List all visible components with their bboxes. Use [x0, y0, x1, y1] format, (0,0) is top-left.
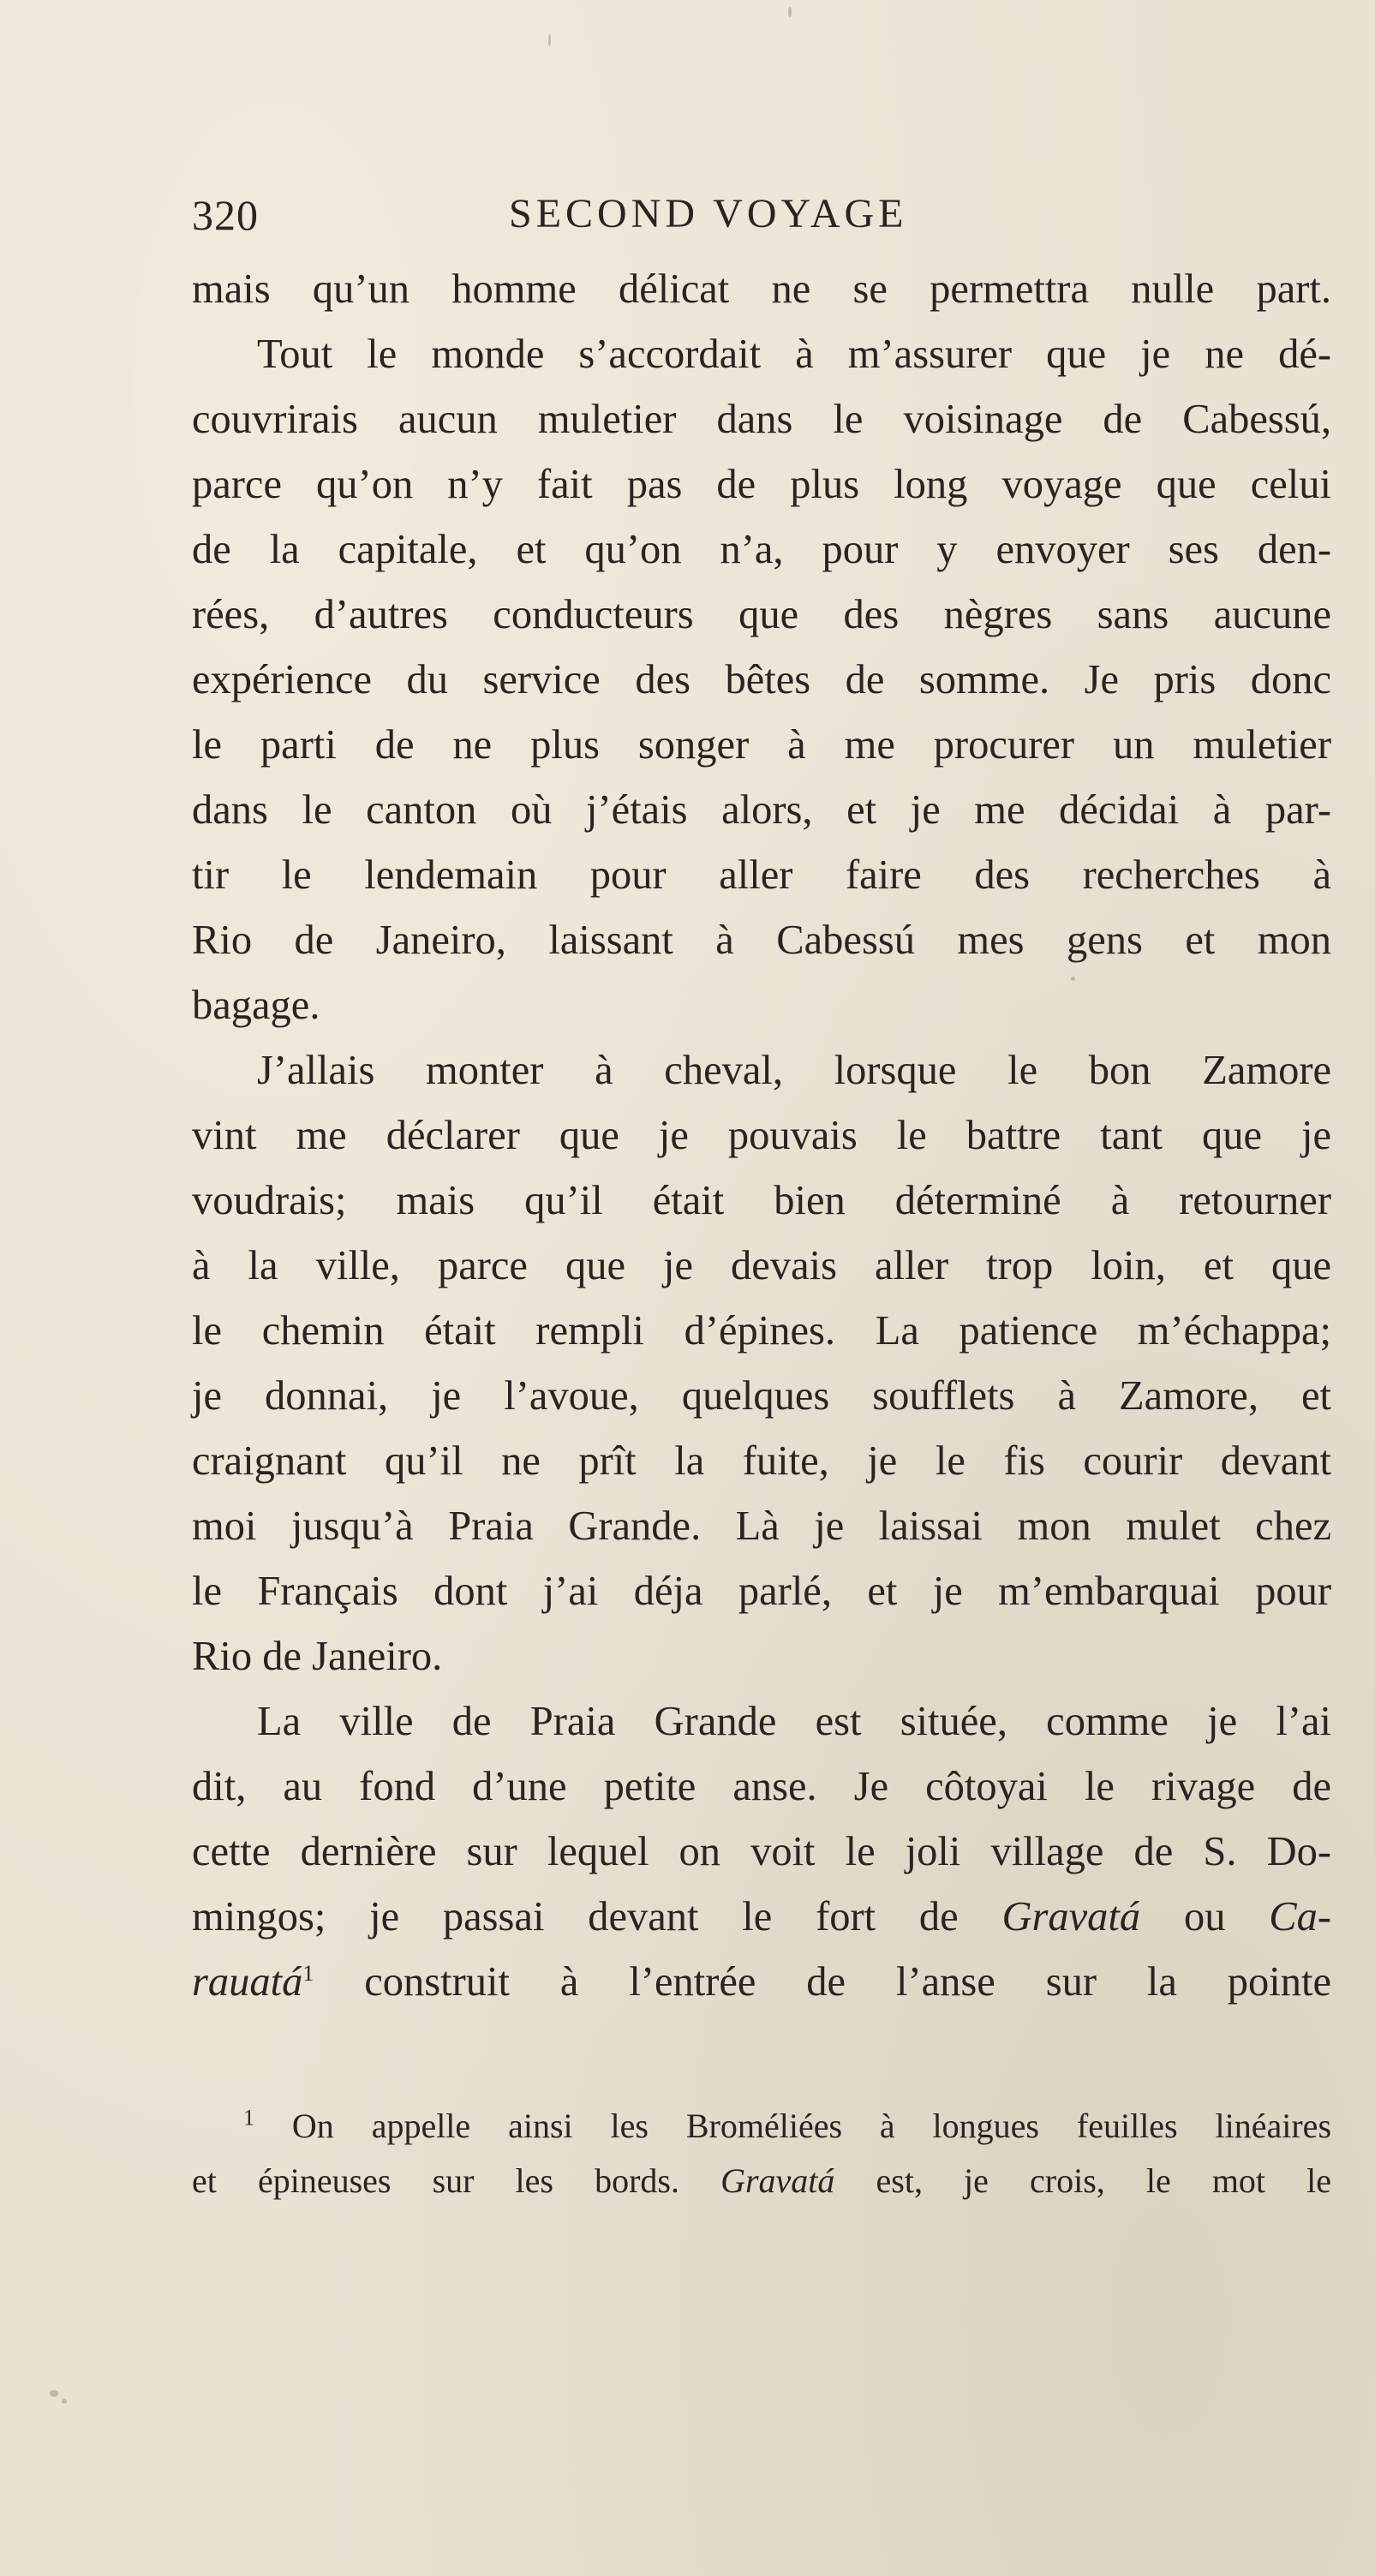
text-segment: mingos; je passai devant le fort de: [192, 1894, 959, 1939]
footnote-line: [192, 2099, 1331, 2154]
text-line: La ville de Praia Grande est située, comme je l’ai: [257, 1699, 1331, 1744]
text-line: parce qu’on n’y fait pas de plus long voyage que celui: [192, 462, 1331, 507]
paper-speck: [548, 34, 551, 46]
page-number: 320: [192, 191, 259, 239]
footnote: [192, 2099, 1331, 2208]
paper-speck: [788, 7, 792, 17]
footnote-text: On appelle ainsi les Broméliées à longues feuilles linéaires: [291, 2107, 1332, 2145]
footnote-ref[interactable]: 1: [302, 1960, 314, 1986]
running-head: SECOND VOYAGE: [509, 191, 908, 236]
text-line-mixed: [192, 1950, 1331, 2015]
paper-speck: [50, 2390, 58, 2397]
text-line: bagage.: [192, 983, 320, 1028]
footnote-marker: 1: [243, 2105, 254, 2131]
text-line: tir le lendemain pour aller faire des recherches à: [192, 852, 1331, 898]
text-line-mixed: [192, 1885, 1331, 1950]
text-line: craignant qu’il ne prît la fuite, je le fis courir devant: [192, 1438, 1331, 1484]
text-segment: construit à l’entrée de l’anse sur la pointe: [364, 1959, 1331, 2005]
text-line: cette dernière sur lequel on voit le joli village de S. Do-: [192, 1829, 1331, 1874]
text-line: Rio de Janeiro, laissant à Cabessú mes gens et mon: [192, 917, 1331, 963]
paper-speck: [62, 2399, 67, 2404]
text-line: le parti de ne plus songer à me procurer un muletier: [192, 722, 1331, 768]
italic-term: Gravatá: [1001, 1894, 1141, 1939]
italic-term: Ca-: [1269, 1894, 1331, 1939]
text-line: moi jusqu’à Praia Grande. Là je laissai mon mulet chez: [192, 1503, 1331, 1549]
text-line: dans le canton où j’étais alors, et je me décidai à par-: [192, 787, 1331, 833]
text-line: voudrais; mais qu’il était bien déterminé à retourner: [192, 1178, 1331, 1223]
paper-speck: [1071, 977, 1075, 981]
footnote-line: [192, 2154, 1331, 2208]
text-line: Tout le monde s’accordait à m’assurer que je ne dé-: [257, 332, 1331, 377]
text-line: Rio de Janeiro.: [192, 1634, 443, 1679]
footnote-text: est, je crois, le mot le: [876, 2161, 1332, 2200]
text-line: expérience du service des bêtes de somme. Je pris donc: [192, 657, 1331, 702]
text-line: rées, d’autres conducteurs que des nègres sans aucune: [192, 592, 1331, 637]
body-text: [192, 257, 1331, 2015]
text-line: mais qu’un homme délicat ne se permettra nulle part.: [192, 266, 1331, 312]
text-line: à la ville, parce que je devais aller trop loin, et que: [192, 1243, 1331, 1288]
text-line: le chemin était rempli d’épines. La patience m’échappa;: [192, 1308, 1331, 1354]
text-line: je donnai, je l’avoue, quelques soufflets à Zamore, et: [192, 1373, 1331, 1419]
text-line: couvrirais aucun muletier dans le voisinage de Cabessú,: [192, 397, 1331, 442]
text-line: le Français dont j’ai déja parlé, et je m’embarquai pour: [192, 1569, 1331, 1614]
text-line: J’allais monter à cheval, lorsque le bon Zamore: [257, 1048, 1331, 1093]
italic-term: rauatá: [192, 1959, 303, 2005]
footnote-text: et épineuses sur les bords.: [192, 2161, 679, 2200]
text-line: dit, au fond d’une petite anse. Je côtoyai le rivage de: [192, 1764, 1331, 1809]
text-line: vint me déclarer que je pouvais le battre tant que je: [192, 1113, 1331, 1158]
italic-term: Gravatá: [720, 2161, 835, 2200]
page-header: [192, 190, 1331, 250]
text-line: de la capitale, et qu’on n’a, pour y envoyer ses den-: [192, 527, 1331, 572]
text-segment: ou: [1183, 1894, 1226, 1939]
